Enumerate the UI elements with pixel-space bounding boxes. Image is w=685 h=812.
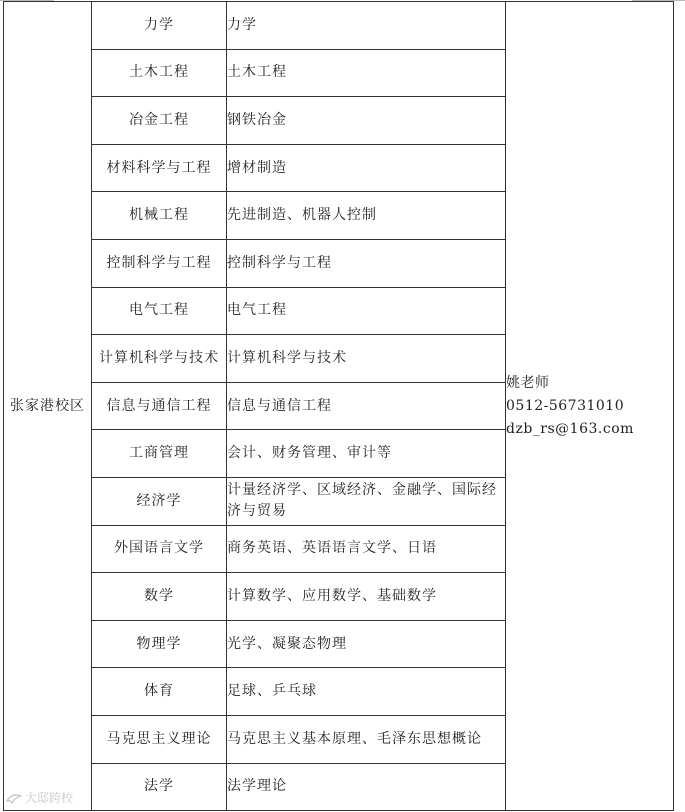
table-row [4,2,674,50]
direction-cell: 先进制造、机器人控制 [227,192,506,240]
direction-cell: 信息与通信工程 [227,382,506,430]
direction-cell: 马克思主义基本原理、毛泽东思想概论 [227,715,506,763]
major-cell: 经济学 [92,477,227,525]
contact-name: 姚老师 [506,374,550,391]
major-cell: 数学 [92,573,227,621]
direction-cell: 力学 [227,2,506,50]
major-cell: 冶金工程 [92,97,227,145]
watermark [6,789,73,806]
major-cell: 法学 [92,763,227,811]
major-cell: 力学 [92,2,227,50]
direction-cell: 电气工程 [227,287,506,335]
bird-logo-icon [6,792,22,804]
direction-cell: 会计、财务管理、审计等 [227,430,506,478]
major-cell: 马克思主义理论 [92,715,227,763]
major-cell: 外国语言文学 [92,525,227,573]
direction-cell: 控制科学与工程 [227,239,506,287]
major-cell: 物理学 [92,620,227,668]
direction-cell: 足球、乒乓球 [227,668,506,716]
direction-cell: 法学理论 [227,763,506,811]
major-cell: 体育 [92,668,227,716]
direction-cell: 商务英语、英语语言文学、日语 [227,525,506,573]
major-cell: 电气工程 [92,287,227,335]
direction-cell: 计算机科学与技术 [227,335,506,383]
direction-cell: 增材制造 [227,144,506,192]
major-cell: 材料科学与工程 [92,144,227,192]
direction-cell: 光学、凝聚态物理 [227,620,506,668]
major-cell: 机械工程 [92,192,227,240]
direction-cell: 钢铁冶金 [227,97,506,145]
major-cell: 计算机科学与技术 [92,335,227,383]
direction-cell: 土木工程 [227,49,506,97]
contact-cell [506,2,674,811]
major-cell: 信息与通信工程 [92,382,227,430]
major-cell: 控制科学与工程 [92,239,227,287]
contact-email: dzb_rs@163.com [506,420,634,437]
watermark-text: 大邸跨校 [25,791,74,805]
recruitment-table [3,1,674,811]
contact-phone: 0512-56731010 [506,397,625,414]
major-cell: 工商管理 [92,430,227,478]
direction-cell: 计算数学、应用数学、基础数学 [227,573,506,621]
campus-cell: 张家港校区 [4,2,92,811]
major-cell: 土木工程 [92,49,227,97]
direction-cell: 计量经济学、区域经济、金融学、国际经济与贸易 [227,477,506,525]
